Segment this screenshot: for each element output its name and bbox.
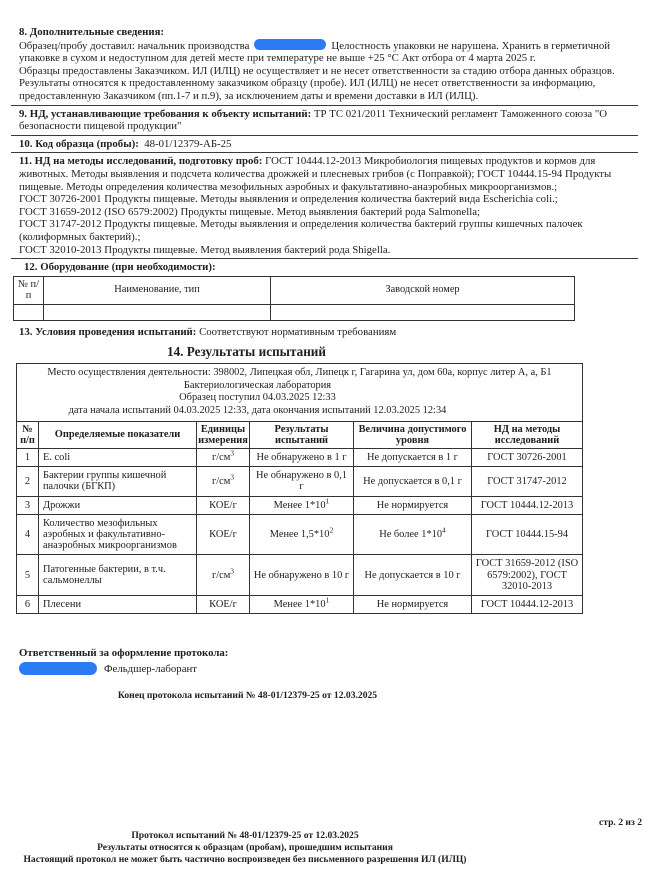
cell-num: 3 xyxy=(17,496,39,514)
cell-unit xyxy=(197,496,250,514)
signoff-role: Фельдшер-лаборант xyxy=(104,662,197,675)
protocol-end-line: Конец протокола испытаний № 48-01/12379-25 от 12.03.2025 xyxy=(117,690,378,702)
result-sup: 2 xyxy=(329,525,334,535)
method-item: ГОСТ 32010-2013 Продукты пищевые. Метод выявления бактерий рода Shigella. xyxy=(19,243,391,256)
equipment-col-num: № п/п xyxy=(14,276,44,304)
results-header-row xyxy=(17,421,583,448)
cell-unit xyxy=(197,467,250,496)
section-8-paragraph-2: Образцы предоставлены Заказчиком. ИЛ (ИЛЦ) не осуществляет и не несет ответственности за стадию отбора данных образцов. Результаты относятся к предоставленному заказчиком образцу (пробе). ИЛ (ИЛЦ) не несет ответственности за информацию, предоставленную Заказчиком (пп.1-7 и п.9), за исключением даты и времени доставки в ИЛ (ИЛЦ). xyxy=(19,64,615,102)
result-text: Не обнаружено в 0,1 г xyxy=(256,470,347,493)
results-info-cell xyxy=(17,364,583,421)
cell-indicator: E. coli xyxy=(39,449,197,467)
section-13-text: Соответствуют нормативным требованиям xyxy=(199,325,397,338)
unit-text: г/см xyxy=(211,569,231,581)
cell-unit xyxy=(197,596,250,614)
result-row xyxy=(17,496,583,514)
footer-lines xyxy=(0,817,648,867)
cell-result xyxy=(250,449,354,467)
divider xyxy=(11,105,638,106)
cell-method: ГОСТ 10444.15-94 xyxy=(472,514,583,555)
section-13-title: 13. Условия проведения испытаний: xyxy=(19,325,197,338)
empty-cell xyxy=(271,304,575,320)
cell-result xyxy=(250,467,354,496)
divider xyxy=(11,152,638,153)
result-row xyxy=(17,449,583,467)
section-10-title: 10. Код образца (пробы): xyxy=(19,137,139,150)
section-equipment xyxy=(19,261,634,321)
result-row xyxy=(17,596,583,614)
limit-text: Не допускается в 10 г xyxy=(364,569,461,581)
results-info-row xyxy=(17,364,583,421)
cell-method: ГОСТ 31659-2012 (ISO 6579:2002), ГОСТ 32010-2013 xyxy=(472,555,583,596)
cell-unit xyxy=(197,514,250,555)
cell-indicator: Бактерии группы кишечной палочки (БГКП) xyxy=(39,467,197,496)
cell-limit xyxy=(354,449,472,467)
cell-result xyxy=(250,555,354,596)
section-9-text: ТР ТС 021/2011 Технический регламент Таможенного союза "О безопасности пищевой продукции" xyxy=(19,107,608,133)
cell-num: 4 xyxy=(17,514,39,555)
section-conditions xyxy=(19,326,634,339)
method-item: ГОСТ 31659-2012 (ISO 6579:2002) Продукты пищевые. Метод выявления бактерий рода Salmonella; xyxy=(19,205,480,218)
footer-results-line: Результаты относятся к образцам (пробам), прошедшим испытания xyxy=(97,842,393,854)
signoff-line xyxy=(19,662,634,676)
redaction-pill xyxy=(254,39,326,50)
laboratory-line: Бактериологическая лаборатория xyxy=(183,379,332,391)
section-sample-code xyxy=(19,138,634,151)
section-methods xyxy=(19,155,634,256)
cell-result xyxy=(250,496,354,514)
unit-text: КОЕ/г xyxy=(209,599,237,611)
col-indicator: Определяемые показатели xyxy=(39,421,197,448)
cell-result xyxy=(250,596,354,614)
activity-place-line: Место осуществления деятельности: 398002, Липецкая обл, Липецк г, Гагарина ул, дом 60а, корпус литер А, а, Б1 xyxy=(47,367,552,379)
cell-method: ГОСТ 30726-2001 xyxy=(472,449,583,467)
unit-text: КОЕ/г xyxy=(209,529,237,541)
equipment-empty-row xyxy=(14,304,575,320)
col-method: НД на методы исследований xyxy=(472,421,583,448)
results-heading: 14. Результаты испытаний xyxy=(166,344,326,360)
col-unit: Единицы измерения xyxy=(197,421,250,448)
result-text: Менее 1*10 xyxy=(273,599,326,611)
cell-indicator: Количество мезофильных аэробных и факультативно-анаэробных микроорганизмов xyxy=(39,514,197,555)
divider xyxy=(11,135,638,136)
page-number: стр. 2 из 2 xyxy=(599,817,642,828)
cell-num: 6 xyxy=(17,596,39,614)
result-sup: 1 xyxy=(325,496,330,506)
cell-num: 2 xyxy=(17,467,39,496)
footer-copyright-line: Настоящий протокол не может быть частично воспроизведен без письменного разрешения ИЛ (ИЛЦ) xyxy=(23,854,467,866)
cell-unit xyxy=(197,449,250,467)
limit-sup: 4 xyxy=(442,525,446,535)
limit-text: Не более 1*10 xyxy=(379,529,443,541)
result-row xyxy=(17,514,583,555)
equipment-table xyxy=(13,276,575,321)
cell-limit xyxy=(354,496,472,514)
cell-num: 1 xyxy=(17,449,39,467)
redaction-pill xyxy=(19,662,97,675)
cell-method: ГОСТ 10444.12-2013 xyxy=(472,596,583,614)
result-row xyxy=(17,467,583,496)
col-result: Результаты испытаний xyxy=(250,421,354,448)
empty-cell xyxy=(14,304,44,320)
page-footer xyxy=(0,817,648,867)
section-requirements xyxy=(19,108,634,133)
cell-unit xyxy=(197,555,250,596)
limit-text: Не нормируется xyxy=(376,499,449,511)
section-9-title: 9. НД, устанавливающие требования к объекту испытаний: xyxy=(19,107,312,120)
section-11-title: 11. НД на методы исследований, подготовку проб: xyxy=(19,155,263,168)
footer-protocol-line: Протокол испытаний № 48-01/12379-25 от 12.03.2025 xyxy=(131,830,359,841)
storage-conditions-text: Целостность упаковки не нарушена. Хранить в герметичной упаковке в сухом и недоступном для детей месте при температуре не выше +25 °С Акт отбора от 4 марта 2025 г. xyxy=(19,39,611,65)
cell-result xyxy=(250,514,354,555)
test-dates-line: дата начала испытаний 04.03.2025 12:33, дата окончания испытаний 12.03.2025 12:34 xyxy=(68,405,447,417)
equipment-col-serial: Заводской номер xyxy=(271,276,575,304)
cell-limit xyxy=(354,514,472,555)
unit-text: г/см xyxy=(211,475,231,487)
section-8-title: 8. Дополнительные сведения: xyxy=(19,26,165,38)
equipment-header-row xyxy=(14,276,575,304)
cell-indicator: Плесени xyxy=(39,596,197,614)
result-text: Менее 1,5*10 xyxy=(269,529,330,541)
result-sup: 1 xyxy=(325,595,330,605)
cell-indicator: Патогенные бактерии, в т.ч. сальмонеллы xyxy=(39,555,197,596)
cell-limit xyxy=(354,467,472,496)
col-num: № п/п xyxy=(17,421,39,448)
result-row xyxy=(17,555,583,596)
section-11-intro: ГОСТ 10444.12-2013 Микробиология пищевых продуктов и кормов для животных. Методы выявления и подсчета количества дрожжей и плесневых грибов (с Поправкой); ГОСТ 10444.15-94 Продукты пищевые. Методы определения количества мезофильных аэробных и факультативно-анаэробных микроорганизмов.; xyxy=(19,155,612,193)
equipment-col-name: Наименование, тип xyxy=(44,276,271,304)
unit-text: г/см xyxy=(211,452,231,464)
cell-method: ГОСТ 31747-2012 xyxy=(472,467,583,496)
cell-indicator: Дрожжи xyxy=(39,496,197,514)
section-12-title: 12. Оборудование (при необходимости): xyxy=(24,261,216,274)
col-limit: Величина допустимого уровня xyxy=(354,421,472,448)
sample-code-value: 48-01/12379-АБ-25 xyxy=(144,137,232,150)
signoff-title: Ответственный за оформление протокола: xyxy=(19,647,229,660)
result-text: Менее 1*10 xyxy=(273,499,326,511)
unit-sup: 3 xyxy=(230,472,235,482)
cell-limit xyxy=(354,555,472,596)
method-item: ГОСТ 31747-2012 Продукты пищевые. Методы выявления и определения количества бактерий группы кишечных палочек (колиформных бактерий).; xyxy=(19,218,583,243)
result-text: Не обнаружено в 1 г xyxy=(256,452,347,464)
unit-sup: 3 xyxy=(230,448,235,458)
limit-text: Не допускается в 0,1 г xyxy=(363,475,462,487)
method-item: ГОСТ 30726-2001 Продукты пищевые. Методы выявления и определения количества бактерий вида Escherichia coli.; xyxy=(19,193,558,206)
divider xyxy=(11,258,638,259)
limit-text: Не нормируется xyxy=(376,599,449,611)
cell-method: ГОСТ 10444.12-2013 xyxy=(472,496,583,514)
limit-text: Не допускается в 1 г xyxy=(367,452,458,464)
delivered-by-text: Образец/пробу доставил: начальник производства xyxy=(19,39,250,52)
sample-received-line: Образец поступил 04.03.2025 12:33 xyxy=(179,392,336,404)
cell-num: 5 xyxy=(17,555,39,596)
section-8-paragraph-1 xyxy=(19,39,634,65)
results-table xyxy=(16,363,583,614)
section-additional-info xyxy=(19,26,634,103)
unit-text: КОЕ/г xyxy=(209,499,237,511)
empty-cell xyxy=(44,304,271,320)
result-text: Не обнаружено в 10 г xyxy=(253,569,350,581)
unit-sup: 3 xyxy=(230,566,235,576)
cell-limit xyxy=(354,596,472,614)
